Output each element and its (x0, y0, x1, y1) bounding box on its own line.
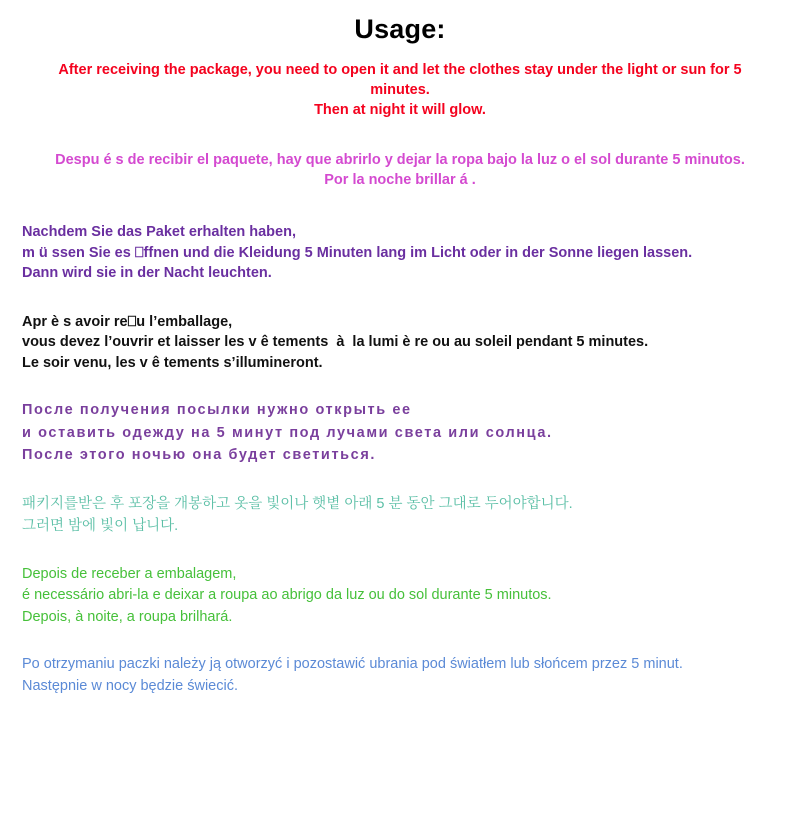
instruction-block-portuguese (22, 564, 778, 628)
instruction-line: Nachdem Sie das Paket erhalten haben, (22, 224, 296, 240)
instruction-line: 패키지를받은 후 포장을 개봉하고 옷을 빛이나 햇볕 아래 5 분 동안 그대로 두어야합니다. (22, 495, 573, 512)
page-title: Usage: (354, 14, 446, 44)
instruction-line: Por la noche brillar á . (324, 172, 476, 188)
instruction-block-korean (22, 493, 778, 538)
instruction-line: Le soir venu, les v ê tements s’illumineront. (22, 354, 323, 371)
instruction-line: Then at night it will glow. (314, 102, 486, 118)
instruction-line: Następnie w nocy będzie świecić. (22, 677, 238, 694)
instruction-line: After receiving the package, you need to open it and let the clothes stay under the light or sun for 5 minutes. (58, 62, 746, 98)
instruction-line: После этого ночью она будет светиться. (22, 447, 377, 464)
instruction-line: Depois de receber a embalagem, (22, 565, 237, 582)
instruction-line: После получения посылки нужно открыть ее (22, 402, 412, 419)
instruction-line: Po otrzymaniu paczki należy ją otworzyć i pozostawić ubrania pod światłem lub słońcem przez 5 minut. (22, 656, 683, 673)
instruction-block-french (22, 312, 778, 374)
instruction-line: é necessário abri-la e deixar a roupa ao abrigo da luz ou do sol durante 5 minutos. (22, 587, 552, 604)
instruction-line: 그러면 밤에 빛이 납니다. (22, 518, 179, 535)
instruction-line: vous devez l’ouvrir et laisser les v ê tements à la lumi è re ou au soleil pendant 5 minutes. (22, 334, 649, 351)
instruction-line: Despu é s de recibir el paquete, hay que abrirlo y dejar la ropa bajo la luz o el sol durante 5 minutos. (55, 152, 745, 168)
usage-instructions-page (0, 14, 800, 814)
instruction-line: и оставить одежду на 5 минут под лучами света или солнца. (22, 424, 553, 441)
instruction-block-polish (22, 654, 778, 697)
instruction-block-spanish (22, 150, 778, 190)
instruction-block-english (22, 60, 778, 120)
instruction-block-german (22, 222, 778, 284)
instruction-line: m ü ssen Sie es ⎕ffnen und die Kleidung 5 Minuten lang im Licht oder in der Sonne liegen lassen. (22, 244, 693, 261)
instruction-block-russian (22, 399, 778, 466)
instruction-line: Apr è s avoir re⎕u l’emballage, (22, 313, 233, 330)
instruction-line: Dann wird sie in der Nacht leuchten. (22, 265, 272, 282)
instruction-line: Depois, à noite, a roupa brilhará. (22, 608, 233, 625)
